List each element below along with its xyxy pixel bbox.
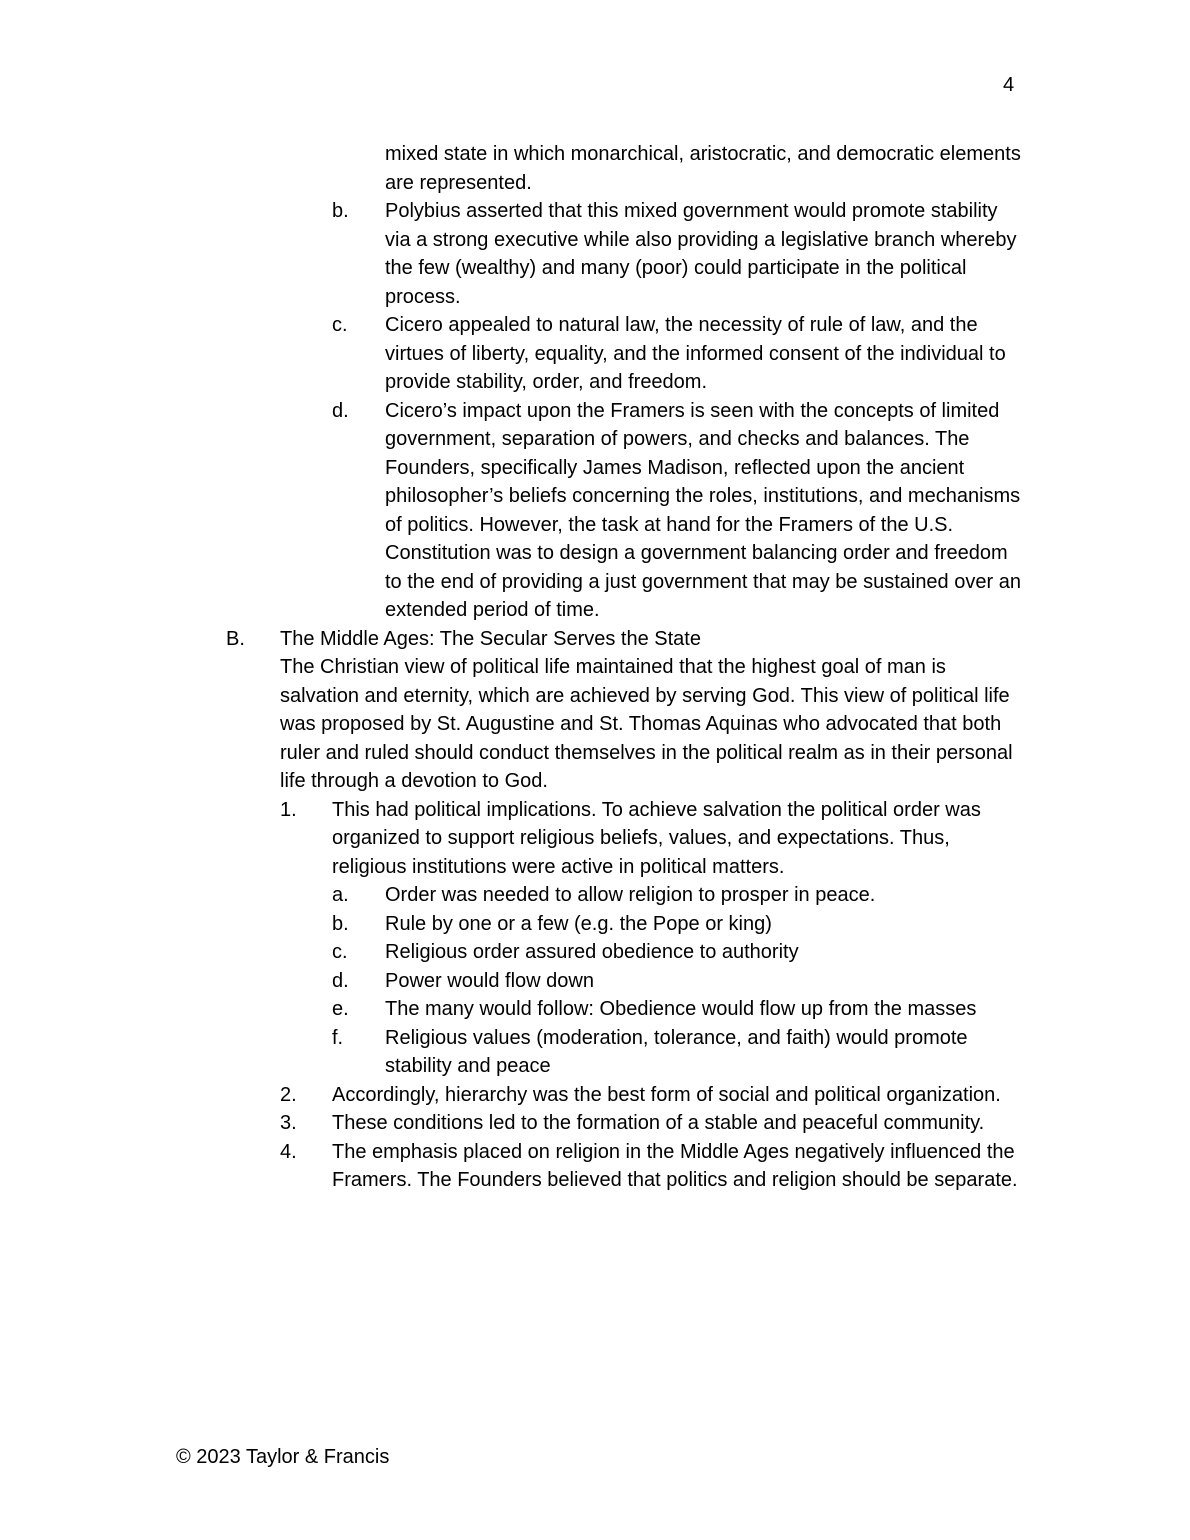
list-item	[332, 197, 1026, 311]
list-item	[332, 881, 1026, 910]
section-heading-item	[226, 625, 1026, 654]
section-heading: The Middle Ages: The Secular Serves the State	[280, 627, 701, 650]
list-item-text: Polybius asserted that this mixed government would promote stability via a strong executive while also providing a legislative branch whereby the few (wealthy) and many (poor) could participate in the political process.	[385, 200, 1017, 308]
list-marker: 4.	[280, 1140, 297, 1163]
list-marker: f.	[332, 1026, 344, 1049]
list-item	[332, 397, 1026, 625]
numbered-item	[280, 1109, 1026, 1138]
list-marker: 3.	[280, 1112, 297, 1134]
list-marker: d.	[332, 399, 349, 422]
list-item-text: Religious values (moderation, tolerance, and faith) would promote stability and peace	[385, 1026, 968, 1077]
list-item-text: Religious order assured obedience to authority	[385, 941, 799, 963]
list-marker: c.	[332, 941, 348, 963]
list-item-text: The many would follow: Obedience would flow up from the masses	[385, 998, 977, 1020]
list-item-text: Rule by one or a few (e.g. the Pope or king)	[385, 912, 772, 935]
list-item-text: Cicero’s impact upon the Framers is seen with the concepts of limited government, separation of powers, and checks and balances. The Founders, specifically James Madison, reflected upon the ancient philosopher’s beliefs concerning the roles, institutions, and mechanisms of politics. However, the task at hand for the Framers of the U.S. Constitution was to design a government balancing order and freedom to the end of providing a just government that may be sustained over an extended period of time.	[385, 399, 1021, 621]
document-body	[226, 140, 1026, 1195]
page-number: 4	[1003, 74, 1015, 96]
list-marker: d.	[332, 969, 349, 992]
list-marker: 1.	[280, 798, 297, 821]
numbered-item	[280, 796, 1026, 882]
list-item	[332, 1024, 1026, 1081]
list-marker: a.	[332, 884, 349, 906]
numbered-item-text: Accordingly, hierarchy was the best form of social and political organization.	[332, 1083, 1001, 1106]
list-item	[332, 938, 1026, 967]
list-marker: e.	[332, 998, 349, 1020]
list-item	[332, 311, 1026, 397]
list-marker: b.	[332, 912, 349, 935]
numbered-item	[280, 1138, 1026, 1195]
list-item-text: Power would flow down	[385, 969, 594, 992]
list-marker: b.	[332, 200, 349, 222]
list-marker: c.	[332, 314, 348, 336]
copyright-footer: © 2023 Taylor & Francis	[176, 1446, 390, 1468]
list-item	[332, 967, 1026, 996]
list-item	[332, 910, 1026, 939]
numbered-item-text: These conditions led to the formation of a stable and peaceful community.	[332, 1112, 985, 1134]
numbered-item-text: The emphasis placed on religion in the Middle Ages negatively influenced the Framers. The Founders believed that politics and religion should be separate.	[332, 1140, 1018, 1191]
list-item-text: Order was needed to allow religion to prosper in peace.	[385, 884, 876, 906]
list-item-text: Cicero appealed to natural law, the necessity of rule of law, and the virtues of liberty, equality, and the informed consent of the individual to provide stability, order, and freedom.	[385, 314, 1006, 393]
numbered-item-text: This had political implications. To achieve salvation the political order was organized to support religious beliefs, values, and expectations. Thus, religious institutions were active in political matters.	[332, 798, 981, 878]
numbered-item	[280, 1081, 1026, 1110]
section-paragraph: The Christian view of political life maintained that the highest goal of man is salvation and eternity, which are achieved by serving God. This view of political life was proposed by St. Augustine and St. Thomas Aquinas who advocated that both ruler and ruled should conduct themselves in the political realm as in their personal life through a devotion to God.	[280, 656, 1013, 792]
list-marker: 2.	[280, 1083, 297, 1106]
list-item	[332, 995, 1026, 1024]
continued-paragraph: mixed state in which monarchical, aristocratic, and democratic elements are represented.	[385, 143, 1021, 194]
section-marker: B.	[226, 627, 245, 650]
